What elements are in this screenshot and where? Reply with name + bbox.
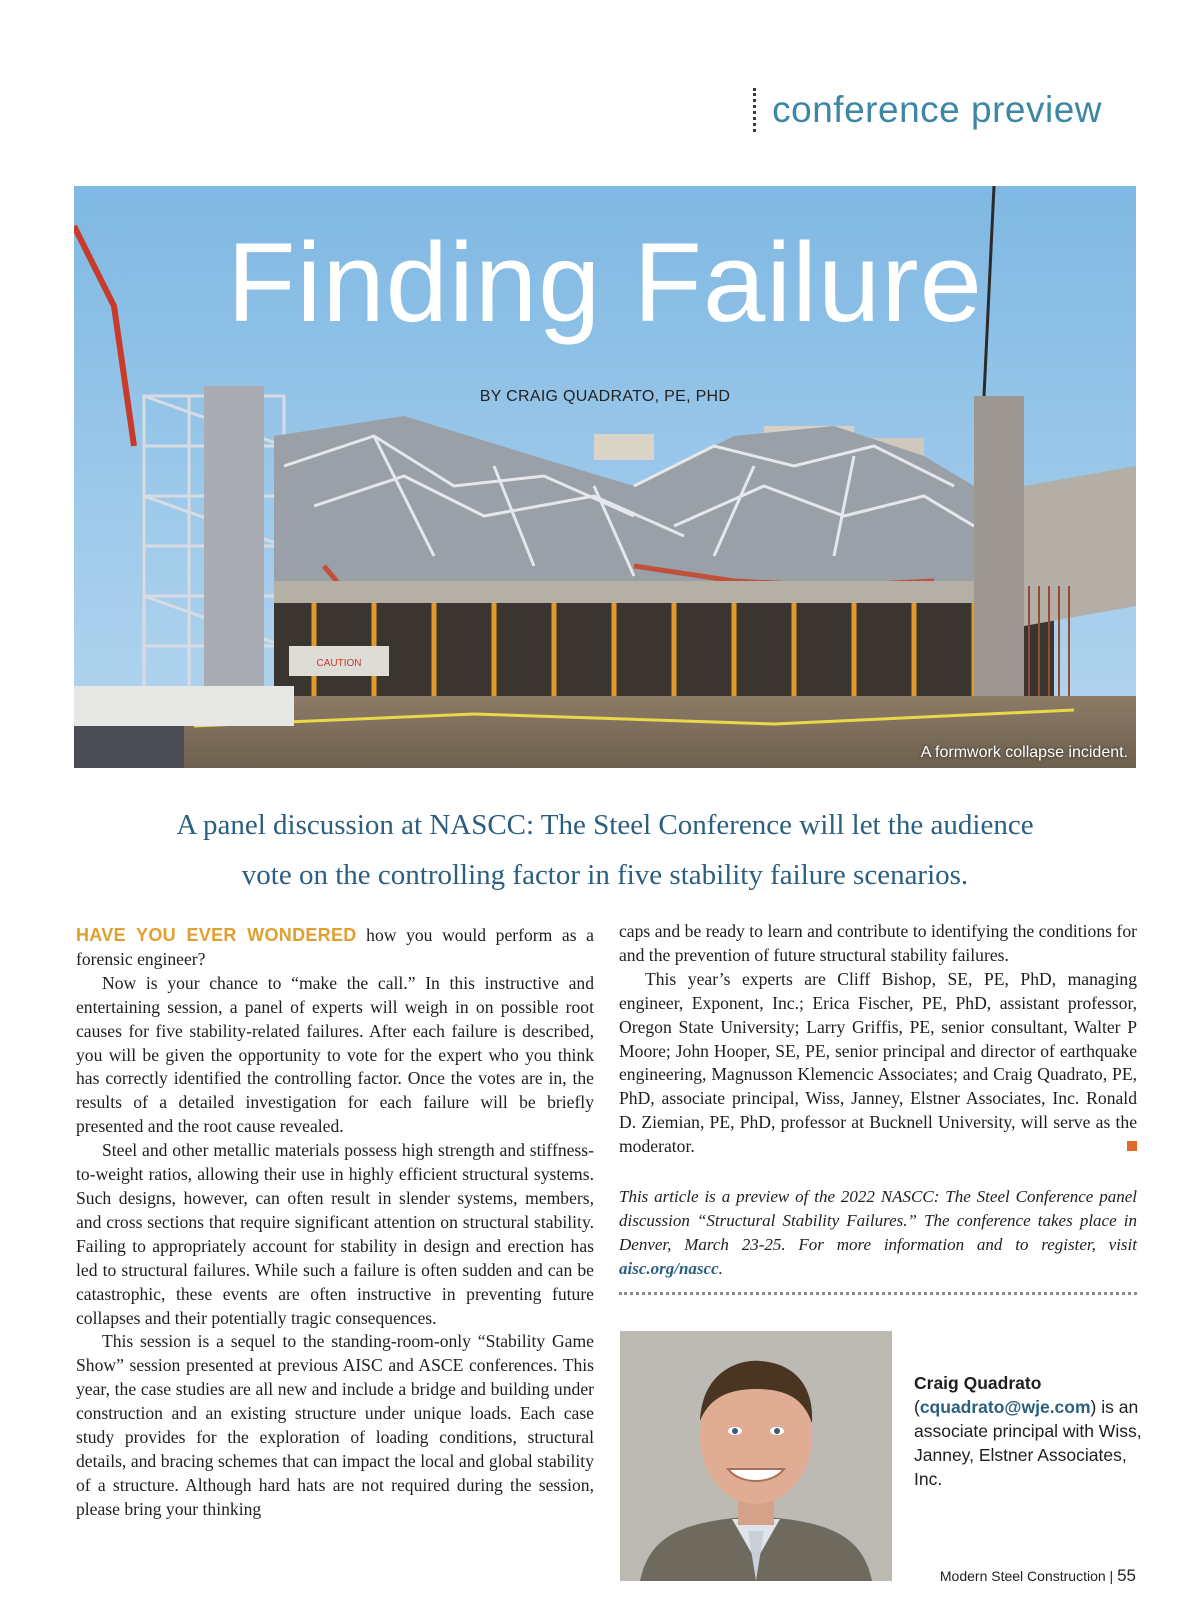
body-paragraph: This year’s experts are Cliff Bishop, SE, PE, PhD, managing engineer, Exponent, Inc.; Erica Fischer, PE, PhD, assistant professor, Oregon State University; Larry Griffis, PE, senior consultant, Walter P Moore; John Hooper, SE, PE, senior principal and director of earthquake engineering, Magnusson Klemencic Associates; and Craig Quadrato, PE, PhD, associate principal, Wiss, Janney, Elstner Associates, Inc. Ronald D. Ziemian, PE, PhD, professor at Bucknell University, will serve as the moderator. [619,968,1137,1157]
hero-image [74,186,1136,768]
body-paragraph: This session is a sequel to the standing-room-only “Stability Game Show” session presented at previous AISC and ASCE conferences. This year, the case studies are all new and include a bridge and building under construction and an existing structure under unique loads. Each case study provides for the exploration of loading conditions, structural details, and bracing schemes that can impact the local and global stability of a structure. Although hard hats are not required during the session, please bring your thinking [76,1331,594,1519]
author-email-link[interactable]: cquadrato@wje.com [919,1397,1091,1417]
dotted-rule [619,1292,1137,1295]
deck-line-2: vote on the controlling factor in five stability failure scenarios. [241,859,969,891]
conference-note: This article is a preview of the 2022 NASCC: The Steel Conference panel discussion “Structural Stability Failures.” The conference takes place in Denver, March 23-25. For more information and to register, visit aisc.org/nascc. [619,1187,1137,1278]
body-paragraph: HAVE YOU EVER WONDERED how you would perform as a forensic engineer? [76,925,594,969]
author-photo [620,1331,892,1581]
page-footer: Modern Steel Construction | 55 [939,1566,1136,1585]
author-name: Craig Quadrato [914,1373,1042,1393]
deck [80,800,1130,900]
body-column-right [619,920,1137,1159]
author-description: is an associate principal with Wiss, Janney, Elstner Associates, Inc. [914,1397,1142,1489]
section-tag [753,88,1102,132]
body-paragraph: Steel and other metallic materials possess high strength and stiffness-to-weight ratios, allowing their use in highly efficient structural systems. Such designs, however, can often result in slender systems, members, and cross sections that require significant attention on structural stability. Failing to appropriately account for stability in design and erection has led to structural failures. While such a failure is often sudden and can be catastrophic, these events are often instructive in preventing future collapses and their potentially tragic consequences. [76,1140,594,1328]
body-paragraph: Now is your chance to “make the call.” In this instructive and entertaining session, a panel of experts will weigh in on possible root causes for five stability-related failures. After each failure is described, you will be given the opportunity to vote for the expert who you think has correctly identified the controlling factor. Once the votes are in, the results of a detailed investigation for each failure will be briefly presented and the root cause revealed. [76,972,594,1137]
lead-in: HAVE YOU EVER WONDERED [76,925,357,945]
page-number: 55 [1117,1566,1136,1585]
photo-caption: A formwork collapse incident. [920,744,1128,761]
author-bio: Craig Quadrato (cquadrato@wje.com) is an associate principal with Wiss, Janney, Elstner Associates, Inc. [914,1371,1144,1491]
caution-sign: CAUTION [316,658,362,669]
publication-name: Modern Steel Construction [939,1568,1106,1584]
dotted-divider [753,88,756,132]
body-paragraph: caps and be ready to learn and contribute to identifying the conditions for and the prevention of future structural stability failures. [619,921,1137,965]
end-mark-icon [1127,1141,1137,1151]
section-tag-label: conference preview [772,89,1102,130]
deck-line-1: A panel discussion at NASCC: The Steel Conference will let the audience [176,809,1034,841]
byline: BY CRAIG QUADRATO, PE, PHD [479,388,731,405]
body-column-left [76,924,594,1522]
article-title: Finding Failure [227,220,983,345]
conference-link[interactable]: aisc.org/nascc [619,1259,719,1278]
